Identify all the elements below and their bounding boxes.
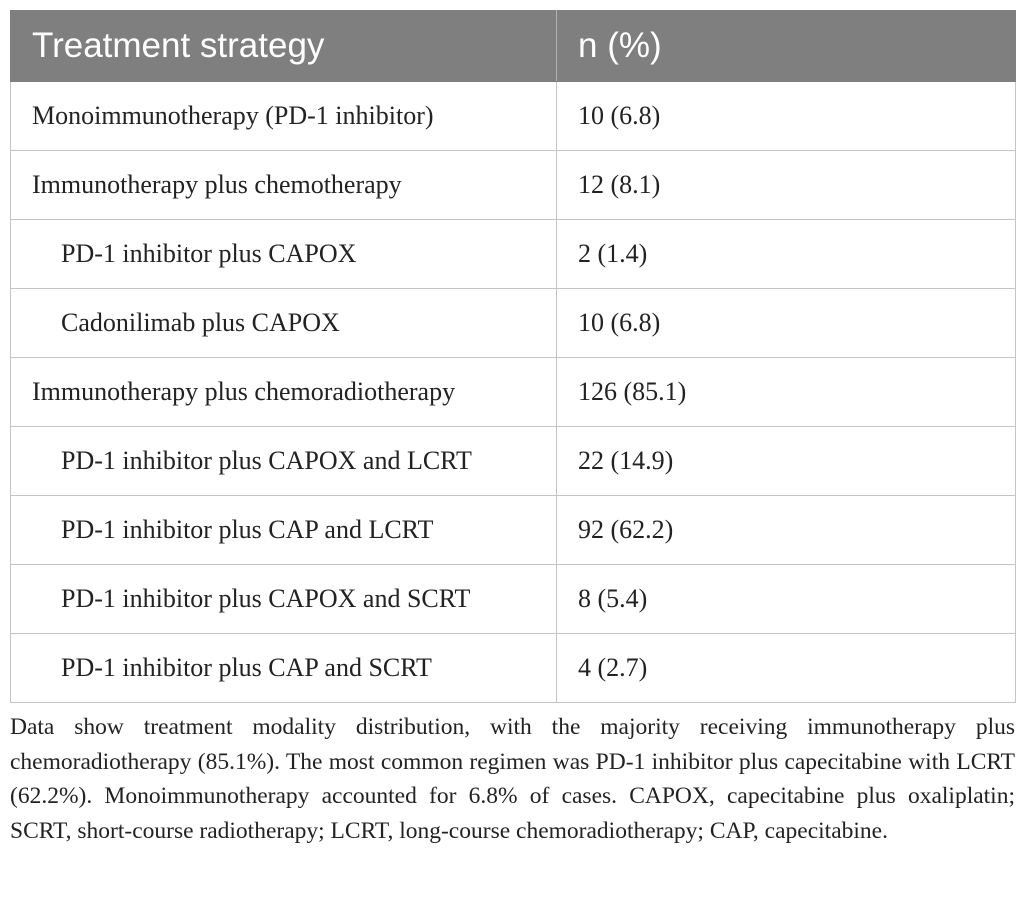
column-header-treatment-strategy: Treatment strategy bbox=[11, 11, 557, 82]
row-label: Immunotherapy plus chemotherapy bbox=[11, 151, 557, 220]
table-row bbox=[11, 151, 1016, 220]
row-value: 10 (6.8) bbox=[557, 82, 1016, 151]
row-label: PD-1 inhibitor plus CAPOX and LCRT bbox=[11, 427, 557, 496]
treatment-table-container bbox=[10, 10, 1015, 703]
row-label: Monoimmunotherapy (PD-1 inhibitor) bbox=[11, 82, 557, 151]
treatment-strategy-table bbox=[10, 10, 1016, 703]
row-value: 22 (14.9) bbox=[557, 427, 1016, 496]
table-row bbox=[11, 220, 1016, 289]
table-row bbox=[11, 82, 1016, 151]
row-label: Cadonilimab plus CAPOX bbox=[11, 289, 557, 358]
row-label: PD-1 inhibitor plus CAP and LCRT bbox=[11, 496, 557, 565]
table-row bbox=[11, 496, 1016, 565]
table-footnote: Data show treatment modality distribution, with the majority receiving immunotherapy plus chemoradiotherapy (85.1%). The most common regimen was PD-1 inhibitor plus capecitabine with LCRT (62.2%). Monoimmunotherapy accounted for 6.8% of cases. CAPOX, capecitabine plus oxaliplatin; SCRT, short-course radiotherapy; LCRT, long-course chemoradiotherapy; CAP, capecitabine. bbox=[10, 714, 1015, 844]
row-value: 8 (5.4) bbox=[557, 565, 1016, 634]
row-value: 2 (1.4) bbox=[557, 220, 1016, 289]
row-value: 4 (2.7) bbox=[557, 634, 1016, 703]
row-label: PD-1 inhibitor plus CAPOX and SCRT bbox=[11, 565, 557, 634]
row-value: 92 (62.2) bbox=[557, 496, 1016, 565]
table-row bbox=[11, 358, 1016, 427]
table-row bbox=[11, 289, 1016, 358]
table-row bbox=[11, 634, 1016, 703]
row-label: PD-1 inhibitor plus CAP and SCRT bbox=[11, 634, 557, 703]
table-header-row bbox=[11, 11, 1016, 82]
row-label: Immunotherapy plus chemoradiotherapy bbox=[11, 358, 557, 427]
row-label: PD-1 inhibitor plus CAPOX bbox=[11, 220, 557, 289]
row-value: 12 (8.1) bbox=[557, 151, 1016, 220]
table-row bbox=[11, 427, 1016, 496]
column-header-n-percent: n (%) bbox=[557, 11, 1016, 82]
row-value: 10 (6.8) bbox=[557, 289, 1016, 358]
row-value: 126 (85.1) bbox=[557, 358, 1016, 427]
table-row bbox=[11, 565, 1016, 634]
